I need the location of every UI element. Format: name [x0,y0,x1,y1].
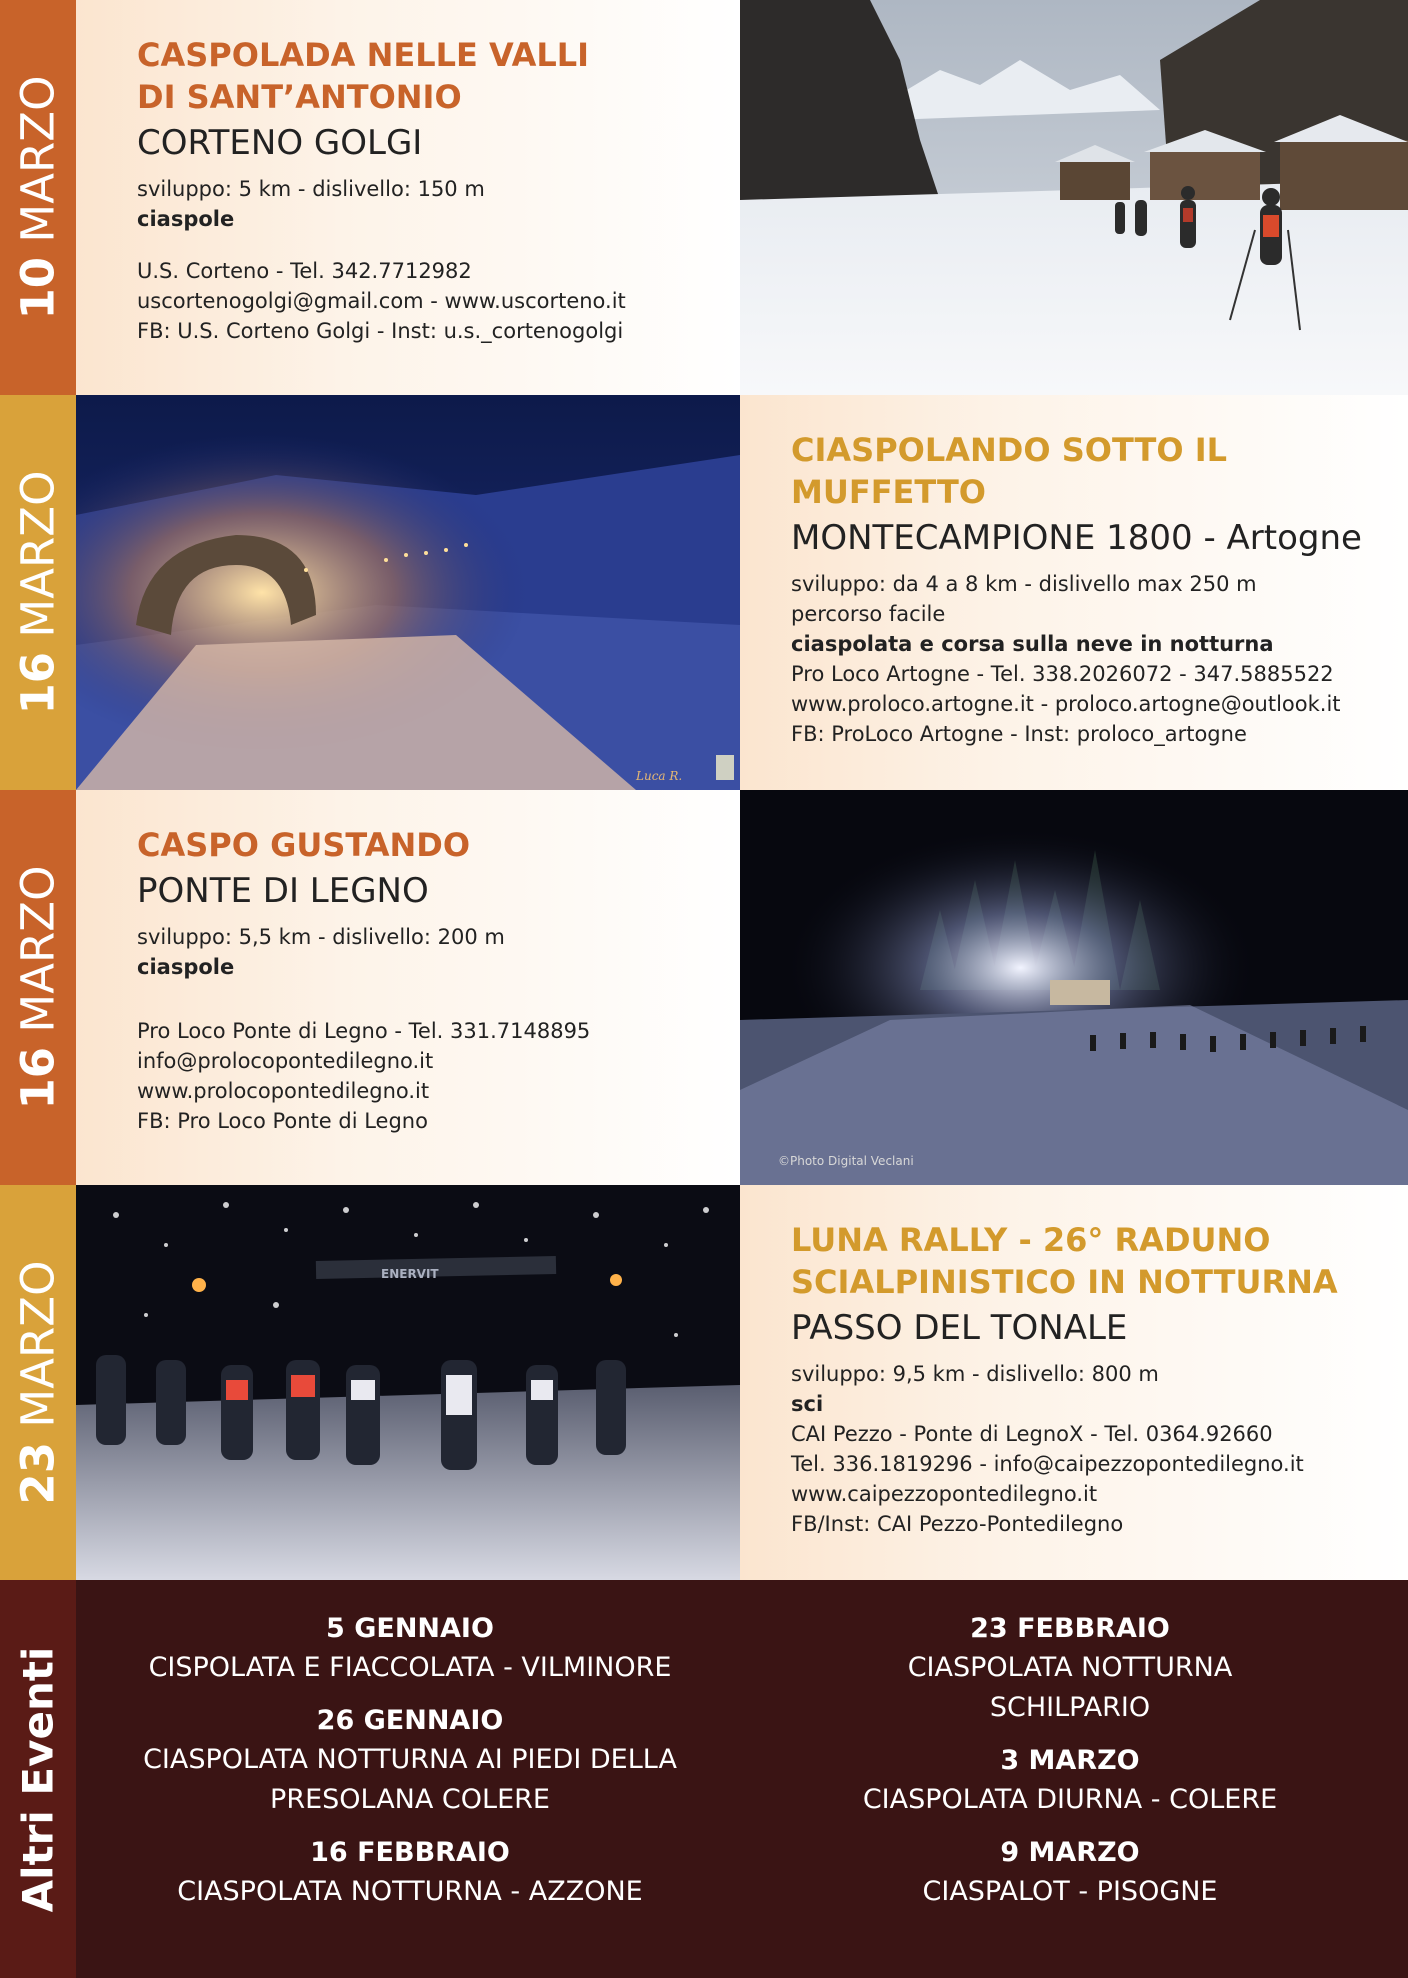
event-place: MONTECAMPIONE 1800 - Artogne [791,518,1362,558]
event-contact: www.proloco.artogne.it - proloco.artogne@outlook.it [791,692,1341,716]
other-events-heading: Altri Eventi [13,1646,63,1912]
other-event-item [100,1702,720,1820]
banner-text: ENERVIT [381,1267,439,1281]
event-contact: www.caipezzopontedilegno.it [791,1482,1098,1506]
other-event-name: PRESOLANA COLERE [270,1784,550,1815]
other-event-date: 26 GENNAIO [316,1705,504,1736]
event-photo-night-arch [76,395,740,790]
other-events-section [0,1580,1408,1978]
event-stats: sviluppo: 5,5 km - dislivello: 200 m [137,925,505,949]
event-details [76,0,740,395]
event-type: ciaspolata e corsa sulla neve in notturna [791,632,1274,656]
event-stats: sviluppo: 5 km - dislivello: 150 m [137,177,485,201]
event-row-4 [0,1185,1408,1580]
other-event-date: 16 FEBBRAIO [310,1837,510,1868]
other-event-date: 9 MARZO [1000,1837,1140,1868]
event-row-3 [0,790,1408,1185]
event-contact: U.S. Corteno - Tel. 342.7712982 [137,259,472,283]
date-band [0,1185,76,1580]
other-event-item [760,1610,1380,1728]
event-place: PASSO DEL TONALE [791,1308,1128,1348]
event-contact: Pro Loco Ponte di Legno - Tel. 331.7148895 [137,1019,591,1043]
other-event-name: CISPOLATA E FIACCOLATA - VILMINORE [148,1652,672,1683]
other-event-name: SCHILPARIO [989,1692,1151,1723]
other-event-name: CIASPOLATA NOTTURNA - AZZONE [177,1876,643,1907]
other-event-date: 3 MARZO [1000,1745,1140,1776]
event-title: CASPO GUSTANDO [137,826,471,864]
event-details [740,1185,1408,1580]
event-contact: Pro Loco Artogne - Tel. 338.2026072 - 347.5885522 [791,662,1334,686]
event-type: ciaspole [137,207,235,231]
event-photo-night-trail [740,790,1408,1185]
other-event-item [760,1834,1380,1912]
date-band [0,0,76,395]
other-event-item [100,1834,720,1912]
event-photo-snowshoe-village [740,0,1408,395]
event-contact: FB: ProLoco Artogne - Inst: proloco_artogne [791,722,1247,746]
event-details [76,790,740,1185]
event-date: 16 MARZO [11,865,65,1110]
other-event-name: CIASPOLATA NOTTURNA AI PIEDI DELLA [143,1744,677,1775]
other-events-band [0,1580,76,1978]
photo-credit: Luca R. [636,769,683,783]
event-photo-night-race [76,1185,740,1580]
event-title: CASPOLADA NELLE VALLI DI SANT’ANTONIO [137,36,590,116]
event-contact: FB: U.S. Corteno Golgi - Inst: u.s._cortenogolgi [137,319,624,343]
event-type: sci [791,1392,824,1416]
date-band [0,395,76,790]
event-stats: sviluppo: 9,5 km - dislivello: 800 m [791,1362,1159,1386]
event-details [740,395,1408,790]
other-events-right-column [760,1610,1380,1926]
event-row-2 [0,395,1408,790]
photo-credit: ©Photo Digital Veclani [778,1154,914,1168]
event-contact: Tel. 336.1819296 - info@caipezzopontedilegno.it [791,1452,1304,1476]
other-event-name: CIASPOLATA NOTTURNA [907,1652,1233,1683]
event-row-1 [0,0,1408,395]
event-date: 16 MARZO [11,470,65,715]
event-contact: FB/Inst: CAI Pezzo-Pontedilegno [791,1512,1124,1536]
other-event-item [760,1742,1380,1820]
date-band [0,790,76,1185]
other-event-date: 23 FEBBRAIO [970,1613,1170,1644]
other-event-item [100,1610,720,1688]
event-contact: www.prolocopontedilegno.it [137,1079,430,1103]
event-title: LUNA RALLY - 26° RADUNO SCIALPINISTICO IN NOTTURNA [791,1221,1338,1301]
other-event-name: CIASPOLATA DIURNA - COLERE [862,1784,1278,1815]
event-date: 23 MARZO [11,1260,65,1505]
event-title: CIASPOLANDO SOTTO IL MUFFETTO [791,431,1227,511]
other-event-date: 5 GENNAIO [326,1613,494,1644]
event-note: percorso facile [791,602,946,626]
event-stats: sviluppo: da 4 a 8 km - dislivello max 250 m [791,572,1257,596]
event-type: ciaspole [137,955,235,979]
event-contact: CAI Pezzo - Ponte di LegnoX - Tel. 0364.92660 [791,1422,1273,1446]
other-event-name: CIASPALOT - PISOGNE [922,1876,1218,1907]
event-place: PONTE DI LEGNO [137,871,429,911]
event-contact: uscortenogolgi@gmail.com - www.uscorteno.it [137,289,626,313]
event-contact: info@prolocopontedilegno.it [137,1049,434,1073]
event-place: CORTENO GOLGI [137,123,423,163]
event-contact: FB: Pro Loco Ponte di Legno [137,1109,428,1133]
other-events-left-column [100,1610,720,1926]
event-date: 10 MARZO [11,75,65,320]
